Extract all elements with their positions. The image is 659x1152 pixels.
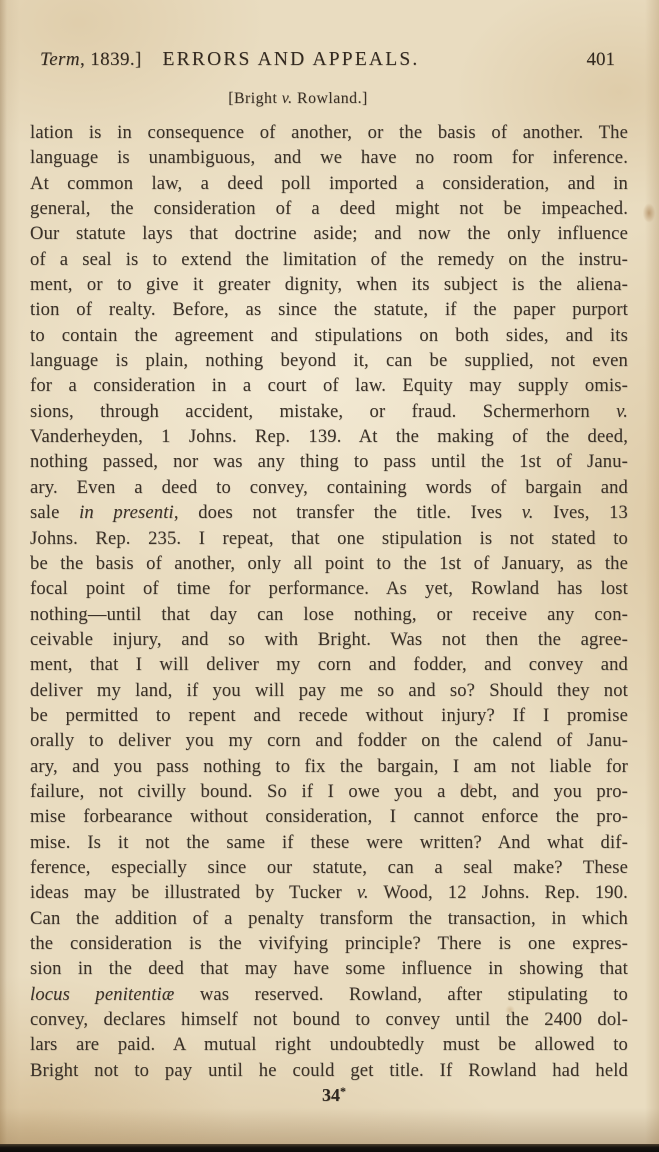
text-line: nothing—until that day can lose nothing, or receive any con- xyxy=(30,603,628,625)
text-line: sion in the deed that may have some influence in showing that xyxy=(30,958,628,980)
term-date-label: Term, 1839.] xyxy=(40,49,142,70)
text-line: ceivable injury, and so with Bright. Was not then the agree- xyxy=(30,628,628,650)
text-line: deliver my land, if you will pay me so and so? Should they not xyxy=(30,679,628,701)
text-line: sions, through accident, mistake, or fraud. Schermerhorn v. xyxy=(30,400,628,422)
text-line: nothing passed, nor was any thing to pass until the 1st of Janu- xyxy=(30,451,628,473)
text-line: ary, and you pass nothing to fix the bargain, I am not liable for xyxy=(30,755,628,777)
text-line: lars are paid. A mutual right undoubtedly must be allowed to xyxy=(30,1034,628,1056)
text-line: locus penitentiæ was reserved. Rowland, after stipulating to xyxy=(30,983,628,1005)
case-caption: [Bright v. Rowland.] xyxy=(228,90,368,107)
text-line: sale in presenti, does not transfer the title. Ives v. Ives, 13 xyxy=(30,502,628,524)
text-line: ideas may be illustrated by Tucker v. Wood, 12 Johns. Rep. 190. xyxy=(30,882,628,904)
text-line: Johns. Rep. 235. I repeat, that one stipulation is not stated to xyxy=(30,527,628,549)
page-number: 401 xyxy=(586,49,615,70)
text-line: Bright not to pay until he could get title. If Rowland had held xyxy=(30,1059,628,1081)
scan-bottom-edge xyxy=(0,1144,659,1152)
text-line: orally to deliver you my corn and fodder on the calend of Janu- xyxy=(30,730,628,752)
body-text xyxy=(30,120,628,1083)
text-line: the consideration is the vivifying principle? There is one expres- xyxy=(30,933,628,954)
text-line: convey, declares himself not bound to convey until the 2400 dol- xyxy=(30,1009,628,1031)
text-line: focal point of time for performance. As yet, Rowland has lost xyxy=(30,578,628,600)
text-line: Vanderheyden, 1 Johns. Rep. 139. At the making of the deed, xyxy=(30,426,628,448)
text-line: failure, not civilly bound. So if I owe you a debt, and you pro- xyxy=(30,780,628,802)
text-line: tion of realty. Before, as since the statute, if the paper purport xyxy=(30,299,628,321)
signature-mark xyxy=(0,1084,659,1106)
text-line: to contain the agreement and stipulations on both sides, and its xyxy=(30,324,628,346)
text-line: Our statute lays that doctrine aside; and now the only influence xyxy=(30,223,628,245)
text-line: mise forbearance without consideration, I cannot enforce the pro- xyxy=(30,806,628,828)
text-line: lation is in consequence of another, or the basis of another. The xyxy=(30,122,628,143)
signature-asterisk: * xyxy=(340,1084,346,1098)
text-line: language is plain, nothing beyond it, can be supplied, not even xyxy=(30,350,628,372)
text-line: Can the addition of a penalty transform the transaction, in which xyxy=(30,907,628,929)
text-line: ment, that I will deliver my corn and fodder, and convey and xyxy=(30,654,628,676)
text-line: of a seal is to extend the limitation of the remedy on the instru- xyxy=(30,248,628,270)
signature-number: 34 xyxy=(322,1085,340,1105)
text-line: ference, especially since our statute, can a seal make? These xyxy=(30,856,628,878)
text-line: be the basis of another, only all point to the 1st of January, as the xyxy=(30,552,628,574)
text-line: general, the consideration of a deed might not be impeached. xyxy=(30,198,628,220)
text-line: mise. Is it not the same if these were written? And what dif- xyxy=(30,831,628,853)
text-line: ary. Even a deed to convey, containing words of bargain and xyxy=(30,476,628,498)
running-title: ERRORS AND APPEALS. xyxy=(162,49,420,70)
text-line: language is unambiguous, and we have no room for inference. xyxy=(30,147,628,169)
text-line: ment, or to give it greater dignity, when its subject is the aliena- xyxy=(30,274,628,296)
text-line: At common law, a deed poll imported a consideration, and in xyxy=(30,172,628,194)
text-line: for a consideration in a court of law. Equity may supply omis- xyxy=(30,375,628,397)
text-line: be permitted to repent and recede without injury? If I promise xyxy=(30,704,628,726)
